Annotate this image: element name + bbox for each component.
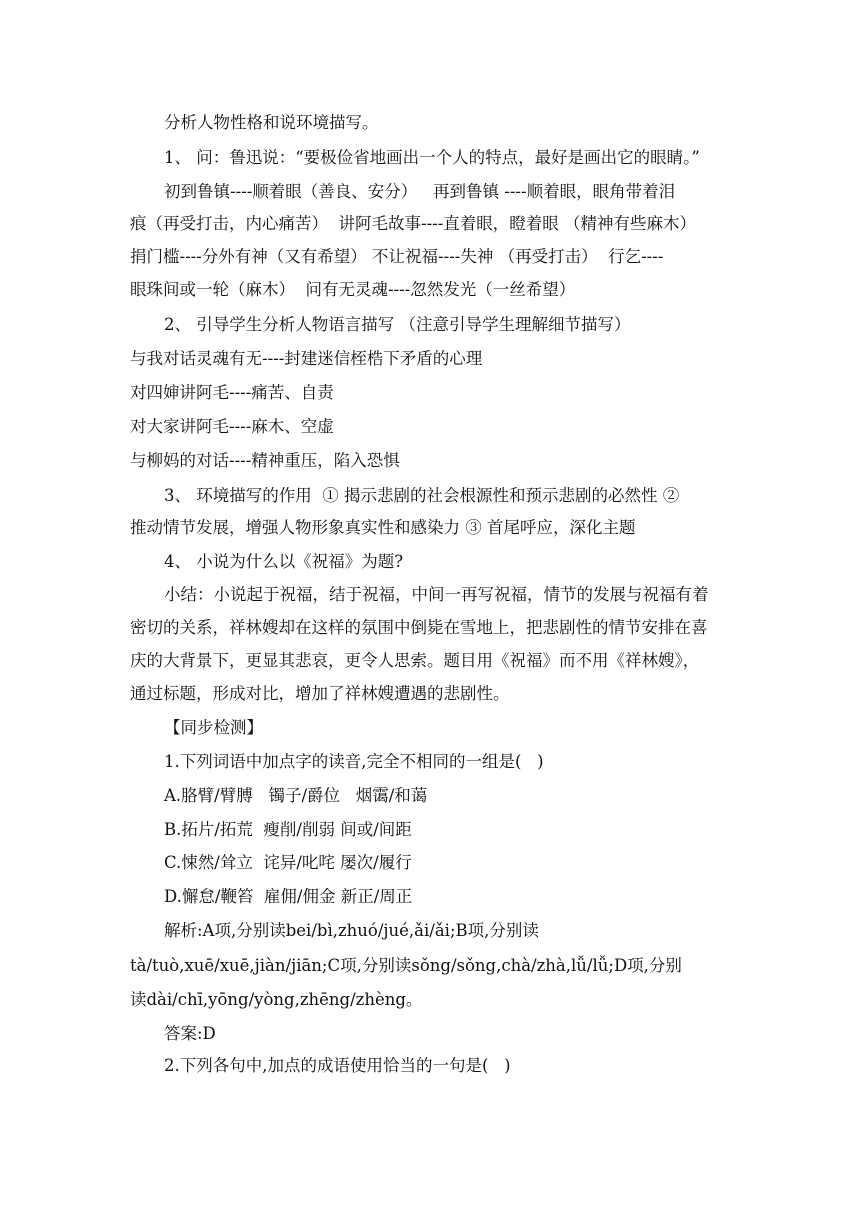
analysis-text: 解析:A项,分别读bei/bì,zhuó/jué,ǎi/ǎi;B项,分别读	[164, 921, 539, 940]
text-line: 对四婶讲阿毛----痛苦、自责	[130, 383, 334, 402]
option-b: B.拓片/拓荒 瘦削/削弱 间或/间距	[164, 820, 412, 839]
text-line: 通过标题，形成对比，增加了祥林嫂遭遇的悲剧性。	[130, 684, 510, 703]
text-line: 密切的关系，祥林嫂却在这样的氛围中倒毙在雪地上，把悲剧性的情节安排在喜	[130, 618, 708, 637]
text-line: 与柳妈的对话----精神重压，陷入恐惧	[130, 451, 400, 470]
option-c: C.悚然/耸立 诧异/叱咤 屡次/履行	[164, 853, 412, 872]
analysis-text: tà/tuò,xuē/xuē,jiàn/jiān;C项,分别读sǒng/sǒng,chà/zhà,lǚ/lǚ;D项,分别	[130, 956, 682, 975]
text-line: 4、 小说为什么以《祝福》为题?	[164, 552, 404, 571]
text-line: 1、 问：鲁迅说：“要极俭省地画出一个人的特点，最好是画出它的眼睛。”	[164, 148, 700, 167]
text-line: 捐门槛----分外有神（又有希望） 不让祝福----失神 （再受打击） 行乞----	[130, 247, 664, 266]
text-line: 庆的大背景下，更显其悲哀，更令人思索。题目用《祝福》而不用《祥林嫂》，	[130, 651, 700, 670]
analysis-text: 读dài/chī,yōng/yòng,zhēng/zhèng。	[130, 990, 423, 1009]
section-heading: 【同步检测】	[164, 718, 263, 737]
text-line: 对大家讲阿毛----麻木、空虚	[130, 417, 334, 436]
question-text: 2.下列各句中,加点的成语使用恰当的一句是( )	[164, 1056, 511, 1075]
option-d: D.懈怠/鞭笞 雇佣/佣金 新正/周正	[164, 887, 413, 906]
text-line: 与我对话灵魂有无----封建迷信桎梏下矛盾的心理	[130, 349, 483, 368]
text-line: 推动情节发展，增强人物形象真实性和感染力 ③ 首尾呼应，深化主题	[130, 518, 636, 537]
text-line: 痕（再受打击，内心痛苦） 讲阿毛故事----直着眼，瞪着眼 （精神有些麻木）	[130, 214, 697, 233]
answer-text: 答案:D	[164, 1024, 216, 1043]
text-line: 2、 引导学生分析人物语言描写 （注意引导学生理解细节描写）	[164, 315, 631, 334]
text-line: 分析人物性格和说环境描写。	[164, 113, 379, 132]
text-line: 小结：小说起于祝福，结于祝福，中间一再写祝福，情节的发展与祝福有着	[164, 585, 709, 604]
text-line: 3、 环境描写的作用 ① 揭示悲剧的社会根源性和预示悲剧的必然性 ②	[164, 486, 680, 505]
text-line: 眼珠间或一轮（麻木） 问有无灵魂----忽然发光（一丝希望）	[130, 280, 576, 299]
option-a: A.胳臂/臂膊 镯子/爵位 烟霭/和蔼	[164, 786, 428, 805]
text-line: 初到鲁镇----顺着眼（善良、安分） 再到鲁镇 ----顺着眼，眼角带着泪	[164, 182, 676, 201]
question-text: 1.下列词语中加点字的读音,完全不相同的一组是( )	[164, 752, 544, 771]
